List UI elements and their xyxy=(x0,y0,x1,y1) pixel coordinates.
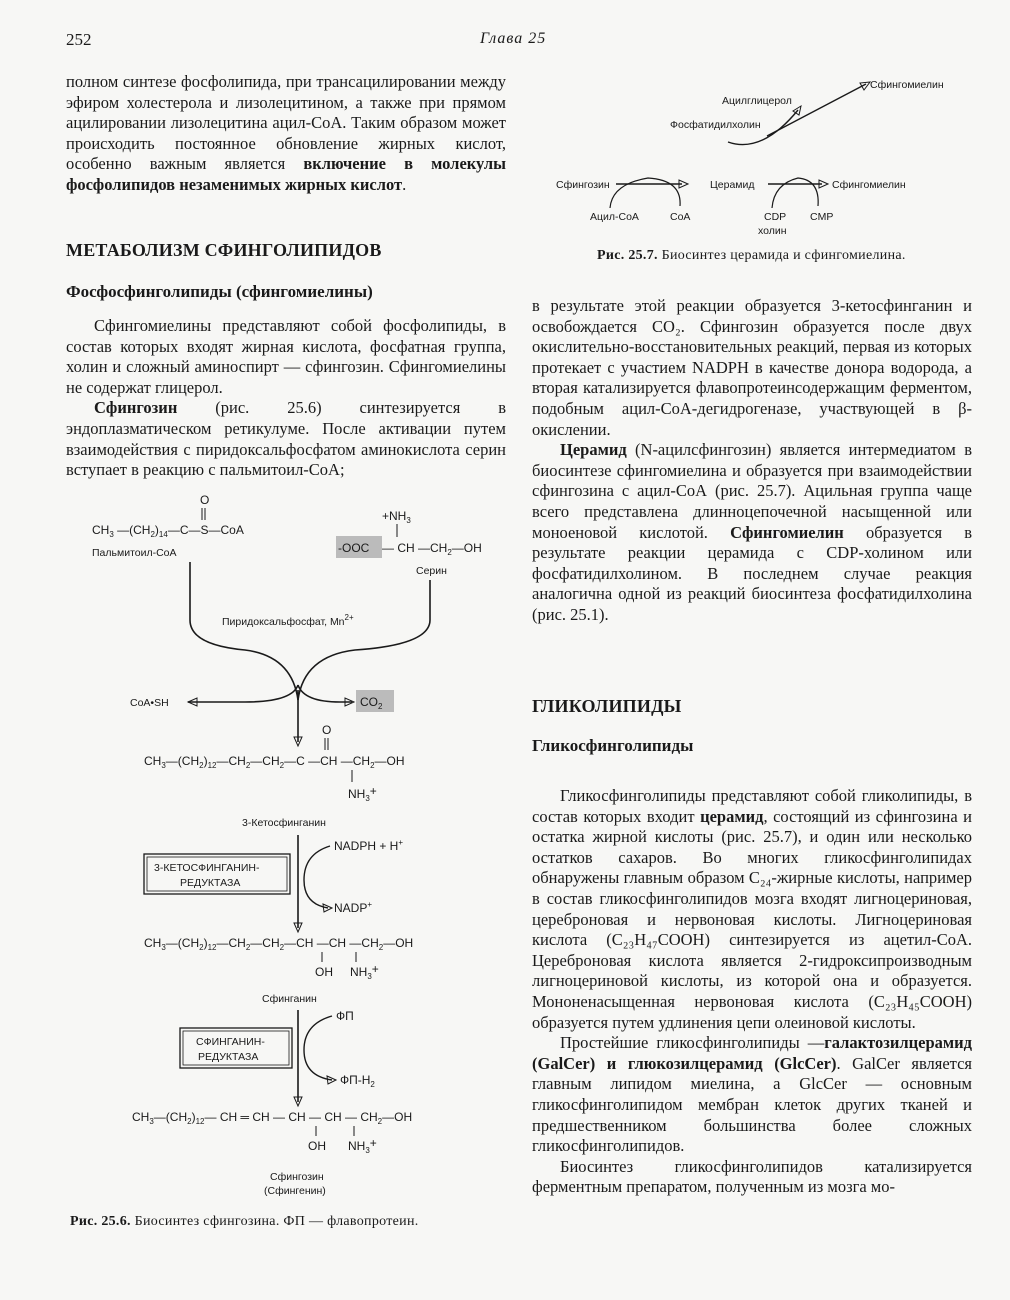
reactant-path-left xyxy=(190,562,298,700)
left-body xyxy=(66,316,506,481)
section-title: МЕТАБОЛИЗМ СФИНГОЛИПИДОВ xyxy=(66,240,382,260)
enzyme-2-line2: РЕДУКТАЗА xyxy=(198,1051,259,1063)
nadph-label: NADPH + H+ xyxy=(334,838,404,853)
sphingosine-hydroxyl: OH xyxy=(308,1139,326,1153)
sphinganine-label: Сфинганин xyxy=(262,993,317,1005)
carboxylate-label: -OOC xyxy=(338,541,370,555)
fph2-label: $ФП-Н_2$ xyxy=(340,1073,375,1089)
co2-label: $CO_2$ xyxy=(360,695,383,711)
acylglycerol-label: Ацилглицерол xyxy=(722,95,792,107)
paragraph-continuation: в результате этой реакции образуется 3-кетосфинганин и освобождается CO₂. Сфингозин образуется после двух окислительно-восстановительных реакций, первая из которых протекает с участием NADPH в качестве донора водорода, а вторая катализируется флавопротеинсодержащим ферментом, подобным ацил-СоА-дегидрогеназе, участвующей в β-окислении. xyxy=(532,296,972,439)
choline-label: холин xyxy=(758,225,787,237)
emphasis-text: Церамид xyxy=(560,440,627,460)
sphingomyelin-top-label: Сфингомиелин xyxy=(870,79,944,91)
emphasis-text: церамид xyxy=(700,806,764,826)
figure-25-7-caption: Рис. 25.7. Биосинтез церамида и сфингомиелина. xyxy=(597,248,906,263)
emphasis-text: Сфингомиелин xyxy=(730,522,844,542)
nadph-curve xyxy=(304,846,330,908)
coash-label: CoA•SH xyxy=(130,697,169,709)
fp-label: ФП xyxy=(336,1009,354,1023)
figure-sphingosine-biosynthesis xyxy=(60,490,510,1205)
sphingosine-amine: $NH_3+$ xyxy=(348,1136,377,1155)
cofactor-label: Пиридоксальфосфат, $Mn^{2+}$ xyxy=(222,613,354,628)
paragraph: Сфингозин (рис. 25.6) синтезируется в эндоплазматическом ретикулуме. После активации путем взаимодействия с пиридоксальфосфатом аминокислота серин вступает в реакцию с пальмитоил-СоА; xyxy=(66,398,506,480)
acylcoa-curve xyxy=(610,178,680,208)
sphingosine-label: Сфингозин xyxy=(556,179,610,191)
subsection-phosphosphingolipids xyxy=(66,282,506,302)
cdp-curve xyxy=(772,178,818,208)
ceramide-label: Церамид xyxy=(710,179,755,191)
section-sphingolipids xyxy=(66,240,506,261)
ketosphinganine-formula: $CH_3—(CH_2)_{12}—CH_2—CH_2—C$ —CH $—CH_2—OH$ xyxy=(144,754,405,770)
section-glycolipids xyxy=(532,696,972,717)
subsection-glycosphingolipids xyxy=(532,736,972,756)
paragraph: Церамид (N-ацилсфингозин) является интермедиатом в биосинтезе сфингомиелина и образуется при взаимодействии сфингозина с ацил-СоА (рис. 25.7). Ацильная группа чаще всего представлена длинноцепочечной насыщенной или моноеновой кислотой. Сфингомиелин образуется в результате реакции церамида с CDP-холином или фосфатидилхолином. В последнем случае реакция аналогична одной из реакций биосинтеза фосфатидилхолина (рис. 25.1). xyxy=(532,440,972,624)
subsection-title: Гликосфинголипиды xyxy=(532,736,694,755)
fp-curve xyxy=(304,1016,332,1080)
right-body-bottom xyxy=(532,786,972,1198)
coa-label: СоА xyxy=(670,211,691,223)
diagonal-arrow xyxy=(767,84,866,136)
cmp-label: CMP xyxy=(810,211,834,223)
nadp-label: NADP+ xyxy=(334,900,373,915)
palmitoyl-coa-label: Пальмитоил-СоА xyxy=(92,547,177,559)
subsection-title: Фосфосфинголипиды (сфингомиелины) xyxy=(66,282,373,301)
running-head: Глава 25 xyxy=(480,30,547,47)
acylcoa-label: Ацил-СоА xyxy=(590,211,639,223)
figure-ceramide-sphingomyelin-biosynthesis xyxy=(552,74,972,244)
paragraph: Биосинтез гликосфинголипидов катализируется ферментным препаратом, полученным из мозга мо- xyxy=(532,1156,972,1197)
sphingosine-label: Сфингозин xyxy=(270,1171,324,1183)
coash-arrow xyxy=(188,685,298,702)
reactant-path-right xyxy=(298,580,430,700)
enzyme-1-line2: РЕДУКТАЗА xyxy=(180,877,241,889)
co2-arrow xyxy=(298,685,352,702)
enzyme-1-line1: 3-КЕТОСФИНГАНИН- xyxy=(154,862,260,874)
palmitoyl-formula: $CH_3$ $—(CH_2)_{14}—C—S—CoA$ xyxy=(92,523,244,539)
right-body-top xyxy=(532,296,972,626)
sphingenine-label: (Сфингенин) xyxy=(264,1185,326,1197)
oxygen-label: O xyxy=(200,493,210,507)
emphasis-text: Сфингозин xyxy=(94,398,178,418)
left-column xyxy=(66,72,506,196)
serine-chain: — CH $—CH_2—OH$ xyxy=(382,541,482,557)
section-title: ГЛИКОЛИПИДЫ xyxy=(532,696,682,716)
sphinganine-amine: $NH_3+$ xyxy=(350,962,379,981)
sphinganine-hydroxyl: OH xyxy=(315,965,333,979)
serine-label: Серин xyxy=(416,565,447,577)
emphasis-text: галактозилцерамид (GalCer) и глюкозилцерамид (GlcCer) xyxy=(532,1033,972,1073)
ketone-oxygen: O xyxy=(322,723,332,737)
sphinganine-formula: $CH_3—(CH_2)_{12}—CH_2—CH_2—CH$ —CH $—CH_2—OH$ xyxy=(144,936,414,952)
phosphatidylcholine-label: Фосфатидилхолин xyxy=(670,119,761,131)
paragraph: Гликосфинголипиды представляют собой гликолипиды, в состав которых входит церамид, состоящий из сфингозина и остатка жирной кислоты (рис. 25.7), и один или несколько остатков сахаров. Во многих гликосфинголипидах обнаружены главным образом C₂₄-жирные кислоты, например в состав гликосфинголипидов мозга входят лигноцериновая, цереброновая и нервоновая кислоты. Лигноцериновая кислота (C₂₃H₄₇COOH) синтезируется из ацетил-СоА. Цереброновая кислота является 2-гидроксипроизводным лигноцериновой кислоты, из которой она и образуется. Мононенасыщенная нервоновая кислота (C₂₃H₄₅COOH) образуется путем удлинения цепи олеиновой кислоты. xyxy=(532,786,973,1032)
paragraph: Простейшие гликосфинголипиды —галактозилцерамид (GalCer) и глюкозилцерамид (GlcCer). GalCer является главным липидом миелина, а GlcCer — основным гликосфинголипидом мембран клеток других тканей и предшественником большинства более сложных гликосфинголипидов. xyxy=(532,1033,972,1156)
cdp-label: CDP xyxy=(764,211,787,223)
ketosphinganine-label: 3-Кетосфинганин xyxy=(242,817,326,829)
figure-25-6-caption: Рис. 25.6. Биосинтез сфингозина. ФП — флавопротеин. xyxy=(70,1214,419,1229)
page-number: 252 xyxy=(66,30,92,49)
ketosphinganine-amine: $NH_3+$ xyxy=(348,784,377,803)
enzyme-2-line1: СФИНГАНИН- xyxy=(196,1036,265,1048)
emphasis-text: включение в молекулы фосфолипидов незаменимых жирных кислот xyxy=(66,154,507,194)
sphingomyelin-label: Сфингомиелин xyxy=(832,179,906,191)
ammonium-label: $+NH_3$ xyxy=(382,509,411,525)
paragraph-continuation: полном синтезе фосфолипида, при трансацилировании между эфиром холестерола и лизолецитином, а также при прямом ацилировании лизолецитина ацил-СоА. Таким образом может происходить постоянное обновление жирных кислот, особенно важным является включение в молекулы фосфолипидов незаменимых жирных кислот. xyxy=(66,72,507,194)
sphingosine-formula: $CH_3—(CH_2)_{12}—$ CH ═ CH — CH — CH — $CH_2—OH$ xyxy=(132,1110,413,1126)
paragraph: Сфингомиелины представляют собой фосфолипиды, в состав которых входят жирная кислота, фосфатная группа, холин и сложный аминоспирт — сфингозин. Сфингомиелины не содержат глицерол. xyxy=(66,316,506,397)
